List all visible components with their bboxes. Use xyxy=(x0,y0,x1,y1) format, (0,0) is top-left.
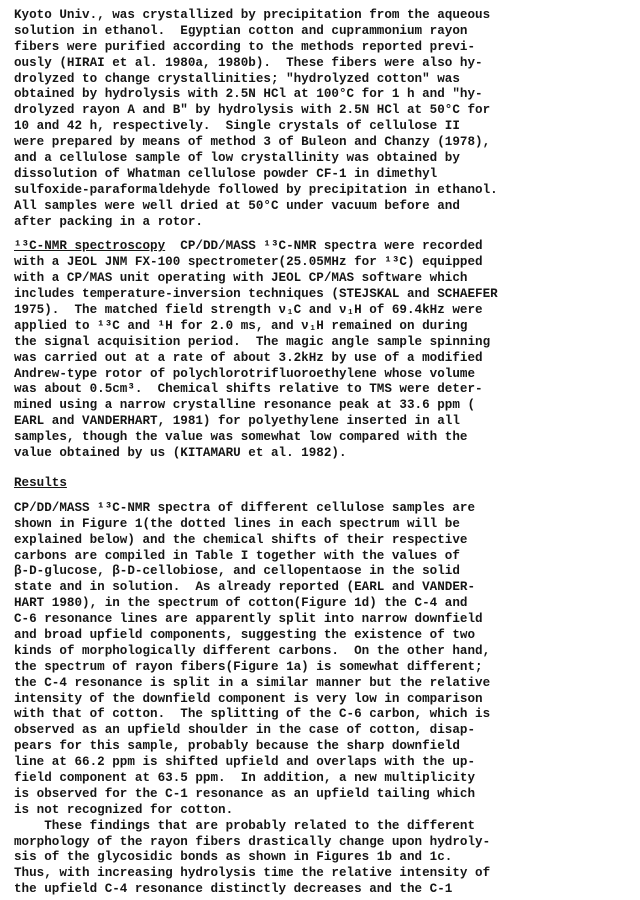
text-line: were prepared by means of method 3 of Buleon and Chanzy (1978), xyxy=(14,135,491,150)
text-line: applied to ¹³C and ¹H for 2.0 ms, and ν₁H remained on during xyxy=(14,318,468,333)
text-line: with that of cotton. The splitting of the C-6 carbon, which is xyxy=(14,707,491,722)
text-line: samples, though the value was somewhat low compared with the xyxy=(14,430,468,445)
text-line: kinds of morphologically different carbons. On the other hand, xyxy=(14,643,491,658)
text-line: solution in ethanol. Egyptian cotton and cuprammonium rayon xyxy=(14,23,468,38)
results-heading-line xyxy=(14,476,632,492)
results-paragraph-1 xyxy=(14,501,632,819)
text-line: CP/DD/MASS ¹³C-NMR spectra of different cellulose samples are xyxy=(14,500,476,515)
text-line: carbons are compiled in Table I together with the values of xyxy=(14,548,460,563)
text-line: field component at 63.5 ppm. In addition, a new multiplicity xyxy=(14,770,476,785)
text-line: Thus, with increasing hydrolysis time the relative intensity of xyxy=(14,866,491,881)
text-line: drolyzed rayon A and B" by hydrolysis with 2.5N HCl at 50°C for xyxy=(14,103,491,118)
text-line: intensity of the downfield component is very low in comparison xyxy=(14,691,483,706)
paragraph-gap xyxy=(14,230,632,239)
text-line: the spectrum of rayon fibers(Figure 1a) is somewhat different; xyxy=(14,659,483,674)
text-line: sulfoxide-paraformaldehyde followed by precipitation in ethanol. xyxy=(14,182,498,197)
text-line: state and in solution. As already reported (EARL and VANDER- xyxy=(14,580,476,595)
text-line: sis of the glycosidic bonds as shown in Figures 1b and 1c. xyxy=(14,850,453,865)
text-line: ously (HIRAI et al. 1980a, 1980b). These fibers were also hy- xyxy=(14,55,483,70)
section-gap xyxy=(14,462,632,476)
text-line: pears for this sample, probably because the sharp downfield xyxy=(14,739,460,754)
text-line: shown in Figure 1(the dotted lines in each spectrum will be xyxy=(14,516,460,531)
results-paragraph-2 xyxy=(14,819,632,898)
nmr-first-line-text: CP/DD/MASS ¹³C-NMR spectra were recorded xyxy=(165,239,483,254)
text-line: β-D-glucose, β-D-cellobiose, and cellopentaose in the solid xyxy=(14,564,460,579)
nmr-paragraph xyxy=(14,255,632,462)
text-line: All samples were well dried at 50°C under vacuum before and xyxy=(14,198,460,213)
text-line: is observed for the C-1 resonance as an upfield tailing which xyxy=(14,786,476,801)
text-line: after packing in a rotor. xyxy=(14,214,203,229)
text-line: with a JEOL JNM FX-100 spectrometer(25.05MHz for ¹³C) equipped xyxy=(14,255,483,270)
nmr-first-line xyxy=(14,239,632,255)
text-line: 10 and 42 h, respectively. Single crystals of cellulose II xyxy=(14,119,460,134)
text-line: is not recognized for cotton. xyxy=(14,802,234,817)
text-line: These findings that are probably related to the different xyxy=(14,818,476,833)
text-line: obtained by hydrolysis with 2.5N HCl at 100°C for 1 h and "hy- xyxy=(14,87,483,102)
text-line: dissolution of Whatman cellulose powder CF-1 in dimethyl xyxy=(14,166,438,181)
text-line: observed as an upfield shoulder in the case of cotton, disap- xyxy=(14,723,476,738)
paragraph-gap xyxy=(14,492,632,501)
text-line: includes temperature-inversion techniques (STEJSKAL and SCHAEFER xyxy=(14,287,498,302)
text-line: the signal acquisition period. The magic angle sample spinning xyxy=(14,334,491,349)
text-line: drolyzed to change crystallinities; "hydrolyzed cotton" was xyxy=(14,71,460,86)
text-line: explained below) and the chemical shifts of their respective xyxy=(14,532,468,547)
text-line: mined using a narrow crystalline resonance peak at 33.6 ppm ( xyxy=(14,398,476,413)
text-line: with a CP/MAS unit operating with JEOL CP/MAS software which xyxy=(14,271,468,286)
text-line: morphology of the rayon fibers drastically change upon hydroly- xyxy=(14,834,491,849)
text-line: Andrew-type rotor of polychlorotrifluoroethylene whose volume xyxy=(14,366,476,381)
text-line: EARL and VANDERHART, 1981) for polyethylene inserted in all xyxy=(14,414,460,429)
text-line: HART 1980), in the spectrum of cotton(Figure 1d) the C-4 and xyxy=(14,596,468,611)
nmr-heading: ¹³C-NMR spectroscopy xyxy=(14,239,166,254)
text-line: 1975). The matched field strength ν₁C and ν₁H of 69.4kHz were xyxy=(14,303,483,318)
text-line: value obtained by us (KITAMARU et al. 1982). xyxy=(14,446,347,461)
methods-samples-paragraph xyxy=(14,8,632,230)
text-line: the C-4 resonance is split in a similar manner but the relative xyxy=(14,675,491,690)
text-line: and a cellulose sample of low crystallinity was obtained by xyxy=(14,151,460,166)
results-heading: Results xyxy=(14,475,67,490)
text-line: the upfield C-4 resonance distinctly decreases and the C-1 xyxy=(14,882,453,897)
text-line: and broad upfield components, suggesting the existence of two xyxy=(14,627,476,642)
text-line: C-6 resonance lines are apparently split into narrow downfield xyxy=(14,612,483,627)
text-line: was carried out at a rate of about 3.2kHz by use of a modified xyxy=(14,350,483,365)
text-line: was about 0.5cm³. Chemical shifts relative to TMS were deter- xyxy=(14,382,483,397)
text-line: Kyoto Univ., was crystallized by precipitation from the aqueous xyxy=(14,8,491,22)
text-line: fibers were purified according to the methods reported previ- xyxy=(14,39,476,54)
text-line: line at 66.2 ppm is shifted upfield and overlaps with the up- xyxy=(14,755,476,770)
